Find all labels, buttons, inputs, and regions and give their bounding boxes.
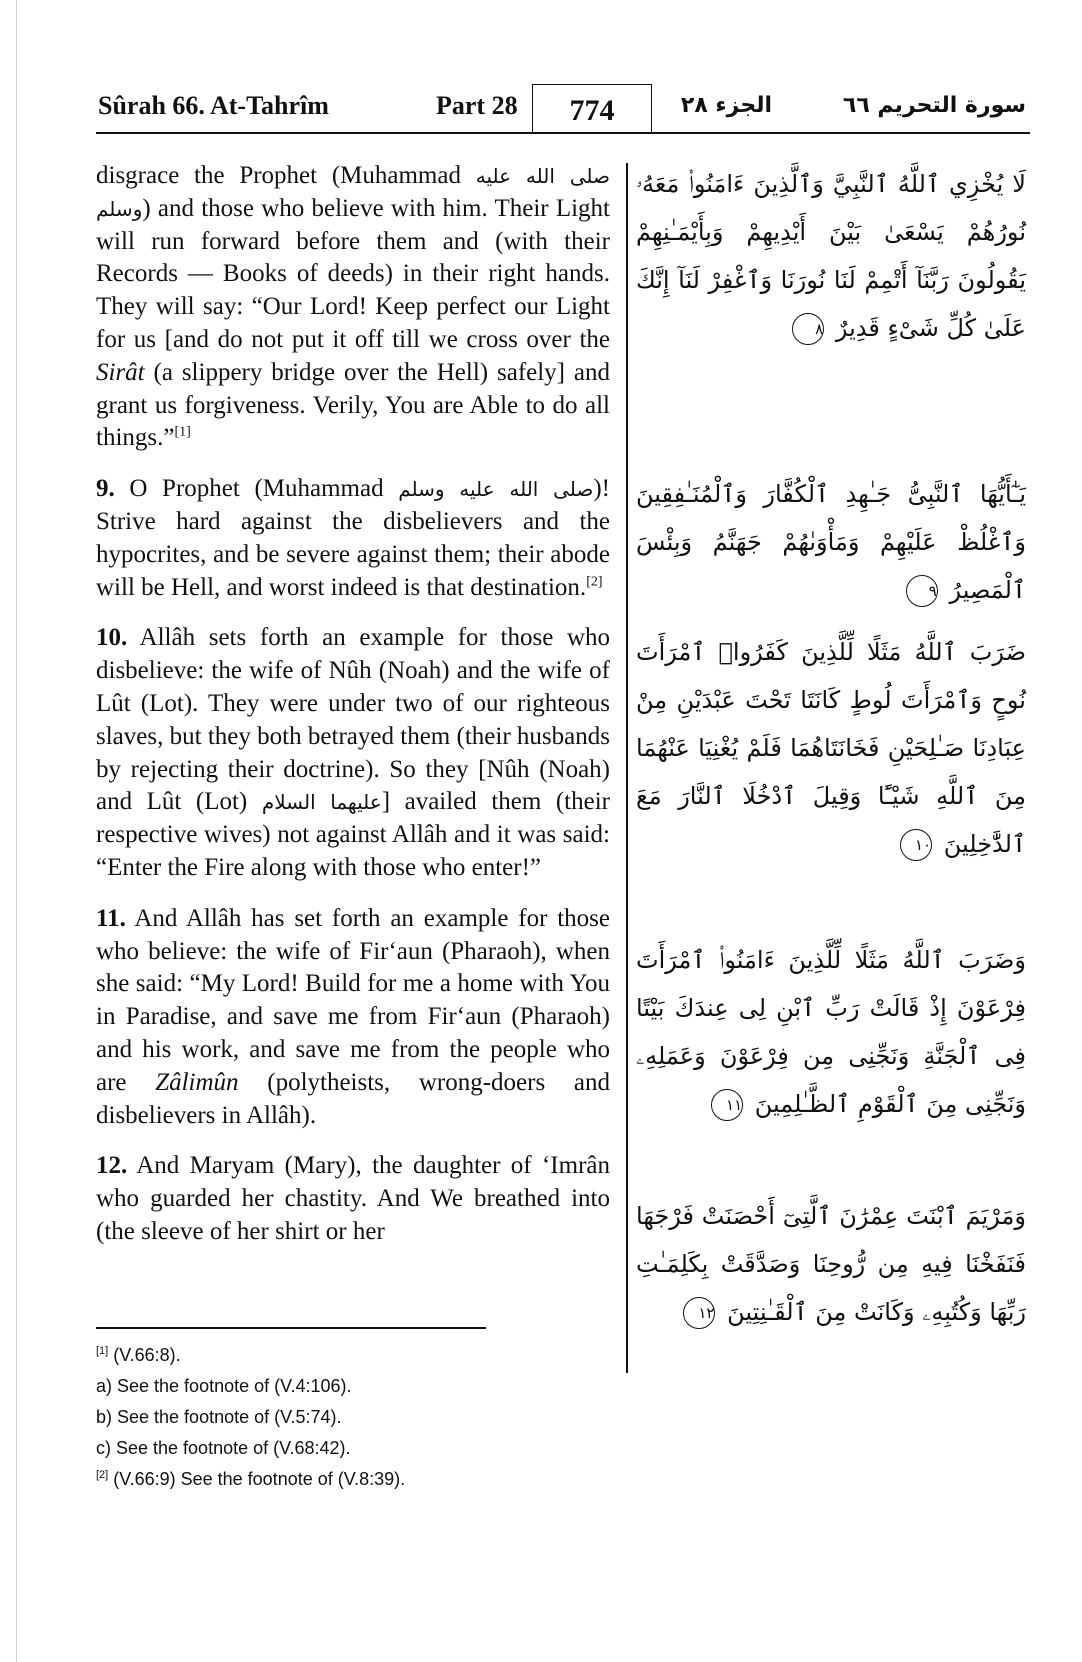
verse-end-marker: ١٠ [900,829,932,861]
term-zalimun: Zâlimûn [155,1068,239,1096]
salutation-arabic: صلى الله عليه وسلم [398,477,594,502]
verse-10-translation: 10. Allâh sets forth an example for those who disbelieve: the wife of Nûh (Noah) and the wife of Lût (Lot). They were under two of our righteous slaves, but they both betrayed them (their husbands by rejecting their doctrine). So they [Nûh (Noah) and Lût (Lot) عليهما السلام] availed them (their respective wives) not against Allâh and it was said: “Enter the Fire along with those who enter!” [96,624,610,881]
verse-end-marker: ١٢ [683,1297,715,1329]
footnotes [96,1340,696,1495]
verse-end-marker: ٨ [792,313,824,345]
footnote-2: [2] (V.66:9) See the footnote of (V.8:39). [96,1469,406,1489]
header-part: Part 28 [436,91,518,120]
header-surah-arabic: سورة التحريم ٦٦ [842,93,1026,118]
arabic-verse-12: وَمَرْيَمَ ٱبْنَتَ عِمْرَٰنَ ٱلَّتِىٓ أَحْصَنَتْ فَرْجَهَا فَنَفَخْنَا فِيهِ مِن رُّوحِنَا وَصَدَّقَتْ بِكَلِمَـٰتِ رَبِّهَا وَكُتُبِهِۦ وَكَانَتْ مِنَ ٱلْقَـٰنِتِينَ ١٢ [636,1192,1026,1336]
verse-end-marker: ٩ [906,575,938,607]
footnote-ref-1[interactable]: [1] [174,425,191,441]
verse-12-translation: 12. And Maryam (Mary), the daughter of ‘Imrân who guarded her chastity. And We breathed into (the sleeve of her shirt or her [96,1152,610,1245]
arabic-verse-9: يَـٰٓأَيُّهَا ٱلنَّبِىُّ جَـٰهِدِ ٱلْكُفَّارَ وَٱلْمُنَـٰفِقِينَ وَٱغْلُظْ عَلَيْهِمْ وَمَأْوَىٰهُمْ جَهَنَّمُ وَبِئْسَ ٱلْمَصِيرُ ٩ [636,470,1026,614]
arabic-verse-11: وَضَرَبَ ٱللَّهُ مَثَلًا لِّلَّذِينَ ءَامَنُوا۟ ٱمْرَأَتَ فِرْعَوْنَ إِذْ قَالَتْ رَبِّ ٱبْنِ لِى عِندَكَ بَيْتًا فِى ٱلْجَنَّةِ وَنَجِّنِى مِن فِرْعَوْنَ وَعَمَلِهِۦ وَنَجِّنِى مِنَ ٱلْقَوْمِ ٱلظَّـٰلِمِينَ ١١ [636,936,1026,1128]
footnote-c: c) See the footnote of (V.68:42). [96,1438,351,1458]
verse-number: 11. [96,904,126,932]
verse-11-translation: 11. And Allâh has set forth an example for those who believe: the wife of Fir‘aun (Pharaoh), when she said: “My Lord! Build for me a home with You in Paradise, and save me from Fir‘aun (Pharaoh) and his work, and save me from the people who are Zâlimûn (polytheists, wrong-doers and disbelievers in Allâh). [96,904,610,1129]
salutation-arabic: صلى الله عليه وسلم [96,164,610,221]
footnote-ref-2[interactable]: [2] [586,574,603,590]
verse-number: 9. [96,475,115,503]
verse-end-marker: ١١ [711,1089,743,1121]
arabic-verse-8: لَا يُخْزِي ٱللَّهُ ٱلنَّبِيَّ وَٱلَّذِينَ ءَامَنُوا۟ مَعَهُۥ نُورُهُمْ يَسْعَىٰ بَيْنَ أَيْدِيهِمْ وَبِأَيْمَـٰنِهِمْ يَقُولُونَ رَبَّنَآ أَتْمِمْ لَنَا نُورَنَا وَٱغْفِرْ لَنَآ إِنَّكَ عَلَىٰ كُلِّ شَىْءٍ قَدِيرٌ ٨ [636,160,1026,352]
arabic-verse-10: ضَرَبَ ٱللَّهُ مَثَلًا لِّلَّذِينَ كَفَرُوا۟ ٱمْرَأَتَ نُوحٍ وَٱمْرَأَتَ لُوطٍ كَانَتَا تَحْتَ عَبْدَيْنِ مِنْ عِبَادِنَا صَـٰلِحَيْنِ فَخَانَتَاهُمَا فَلَمْ يُغْنِيَا عَنْهُمَا مِنَ ٱللَّهِ شَيْـًٔا وَقِيلَ ٱدْخُلَا ٱلنَّارَ مَعَ ٱلدَّٰخِلِينَ ١٠ [636,628,1026,868]
verse-number: 10. [96,624,128,652]
verse-8-translation: disgrace the Prophet (Muhammad صلى الله عليه وسلم) and those who believe with him. Their Light will run forward before them and (with their Records — Books of deeds) in their right hands. They will say: “Our Lord! Keep perfect our Light for us [and do not put it off till we cross over the Sirât (a slippery bridge over the Hell) safely] and grant us forgiveness. Verily, You are Able to do all things.”[1] [96,162,610,452]
header-rule [96,132,1030,134]
verse-number: 12. [96,1152,128,1180]
column-divider [626,163,628,1373]
footnote-1: [1] (V.66:8). [96,1345,181,1365]
verse-9-translation: 9. O Prophet (Muhammad صلى الله عليه وسلم)! Strive hard against the disbelievers and the hypocrites, and be severe against them; their abode will be Hell, and worst indeed is that destination.[2] [96,475,610,601]
term-sirat: Sirât [96,358,145,386]
footnote-a: a) See the footnote of (V.4:106). [96,1376,352,1396]
header-juz-arabic: الجزء ٢٨ [680,93,772,118]
salutation-arabic: عليهما السلام [261,790,382,815]
footnote-rule [96,1327,486,1329]
page-number: 774 [532,84,652,134]
page-edge [16,0,17,1662]
english-column [96,160,610,1267]
header-surah-title: Sûrah 66. At-Tahrîm [98,91,329,120]
footnote-b: b) See the footnote of (V.5:74). [96,1407,342,1427]
